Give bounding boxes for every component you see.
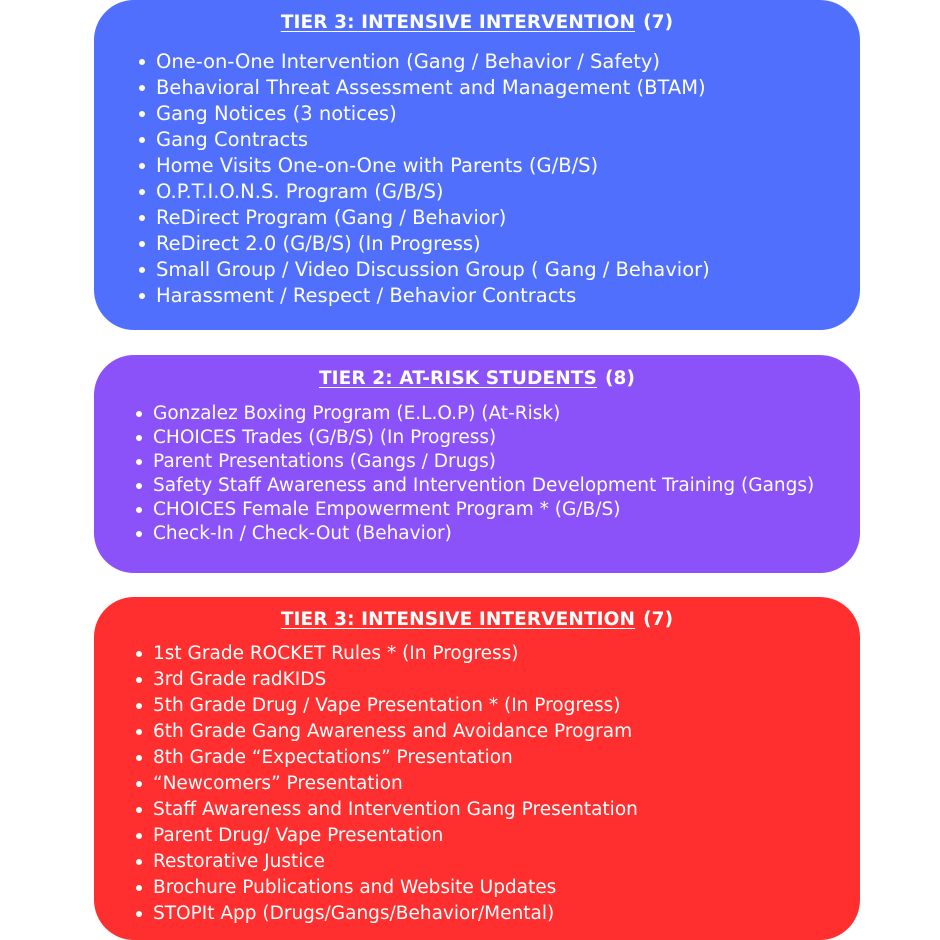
list-item: Safety Staff Awareness and Intervention Development Training (Gangs)	[153, 475, 815, 496]
list-item: Gang Notices (3 notices)	[156, 101, 710, 127]
card-title-text: TIER 3: INTENSIVE INTERVENTION	[280, 12, 636, 33]
list-item: 6th Grade Gang Awareness and Avoidance Program	[153, 719, 638, 745]
list-item: Gonzalez Boxing Program (E.L.O.P) (At-Risk)	[153, 402, 814, 426]
program-list	[156, 49, 710, 309]
card-title-text: TIER 2: AT-RISK STUDENTS	[318, 368, 597, 389]
list-item: 5th Grade Drug / Vape Presentation * (In Progress)	[153, 693, 638, 719]
tier3-intensive-card-top	[94, 0, 860, 330]
list-item: CHOICES Female Empowerment Program * (G/B/S)	[153, 498, 814, 522]
list-item: Harassment / Respect / Behavior Contracts	[156, 283, 710, 309]
list-item: CHOICES Trades (G/B/S) (In Progress)	[153, 426, 814, 450]
list-item: 8th Grade “Expectations” Presentation	[153, 745, 638, 771]
list-item: Small Group / Video Discussion Group ( Gang / Behavior)	[156, 258, 710, 281]
list-item: “Newcomers” Presentation	[153, 771, 638, 797]
list-item: Gang Contracts	[156, 127, 710, 153]
program-list	[153, 641, 638, 927]
card-count: (8)	[604, 368, 636, 389]
list-item: STOPIt App (Drugs/Gangs/Behavior/Mental)	[153, 901, 638, 927]
program-list	[153, 402, 814, 546]
list-item: One-on-One Intervention (Gang / Behavior / Safety)	[156, 49, 710, 75]
tier3-intensive-card-bottom	[94, 597, 860, 940]
list-item: O.P.T.I.O.N.S. Program (G/B/S)	[156, 179, 710, 205]
list-item: Parent Presentations (Gangs / Drugs)	[153, 450, 814, 474]
tier2-at-risk-card	[94, 355, 860, 573]
list-item: Parent Drug/ Vape Presentation	[153, 823, 638, 849]
list-item: 1st Grade ROCKET Rules * (In Progress)	[153, 641, 638, 667]
list-item: Check-In / Check-Out (Behavior)	[153, 522, 814, 546]
card-count: (7)	[643, 12, 674, 33]
list-item: Behavioral Threat Assessment and Management (BTAM)	[156, 75, 710, 101]
list-item: Brochure Publications and Website Updates	[153, 875, 638, 901]
list-item: Staff Awareness and Intervention Gang Presentation	[153, 797, 638, 823]
card-title	[94, 368, 860, 389]
card-title-text: TIER 3: INTENSIVE INTERVENTION	[280, 609, 636, 630]
list-item: ReDirect 2.0 (G/B/S) (In Progress)	[156, 231, 710, 257]
card-count: (7)	[643, 609, 674, 630]
card-title	[94, 609, 860, 630]
list-item: ReDirect Program (Gang / Behavior)	[156, 205, 710, 231]
list-item: Restorative Justice	[153, 849, 638, 875]
list-item: Home Visits One-on-One with Parents (G/B/S)	[156, 153, 710, 179]
card-title	[94, 12, 860, 33]
list-item: 3rd Grade radKIDS	[153, 667, 638, 693]
